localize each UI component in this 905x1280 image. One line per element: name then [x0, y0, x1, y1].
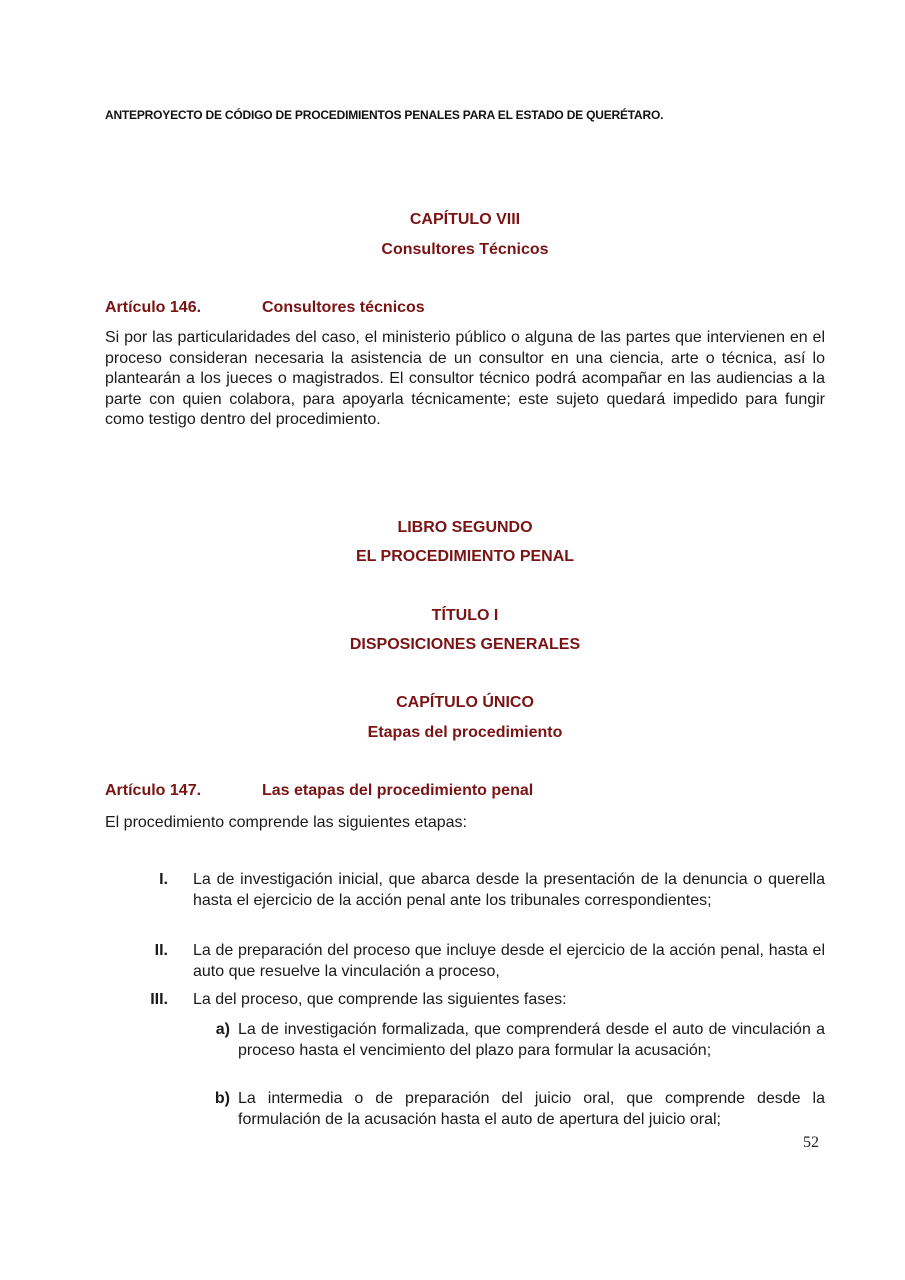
book-subtitle: EL PROCEDIMIENTO PENAL: [355, 548, 575, 565]
article-146-body: Si por las particularidades del caso, el ministerio público o alguna de las partes que intervienen en el proceso consideran necesaria la asistencia de un consultor en una ciencia, arte o técnica, así lo plantearán a los jueces o magistrados. El consultor técnico podrá acompañar en las audiencias a la parte con quien colabora, para apoyarla técnicamente; este sujeto quedará impedido para fungir como testigo dentro del procedimiento.: [105, 329, 825, 429]
article-title: Consultores técnicos: [262, 299, 425, 316]
list-marker: I.: [159, 871, 168, 888]
list-marker: III.: [150, 991, 168, 1008]
list-text: La de investigación inicial, que abarca desde la presentación de la denuncia o querella hasta el ejercicio de la acción penal ante los tribunales correspondientes;: [193, 871, 825, 909]
article-number: Artículo 147.: [105, 782, 202, 799]
sub-list-marker: b): [214, 1090, 230, 1107]
article-147-heading: [105, 782, 533, 800]
sub-list-text: La de investigación formalizada, que comprenderá desde el auto de vinculación a proceso hasta el vencimiento del plazo para formular la acusación;: [238, 1021, 825, 1059]
sub-list-marker: a): [215, 1021, 230, 1038]
chapter-title: CAPÍTULO VIII: [409, 211, 521, 228]
list-marker: II.: [154, 942, 168, 959]
chapter-unique-subtitle: Etapas del procedimiento: [367, 724, 563, 741]
chapter-subtitle: Consultores Técnicos: [381, 241, 549, 258]
sub-list-text: La intermedia o de preparación del juicio oral, que comprende desde la formulación de la acusación hasta el auto de apertura del juicio oral;: [238, 1090, 825, 1128]
list-text: La de preparación del proceso que incluye desde el ejercicio de la acción penal, hasta el auto que resuelve la vinculación a proceso,: [193, 942, 825, 980]
article-number: Artículo 146.: [105, 299, 202, 316]
page-number: 52: [803, 1134, 819, 1151]
chapter-unique-title: CAPÍTULO ÚNICO: [396, 694, 534, 711]
article-146-heading: [105, 299, 425, 317]
article-title: Las etapas del procedimiento penal: [262, 782, 534, 799]
book-title: LIBRO SEGUNDO: [397, 519, 533, 536]
article-147-intro: El procedimiento comprende las siguientes etapas:: [105, 814, 467, 831]
title-heading: TÍTULO I: [431, 607, 499, 624]
title-subtitle: DISPOSICIONES GENERALES: [349, 636, 581, 653]
list-text: La del proceso, que comprende las siguientes fases:: [193, 991, 567, 1008]
document-header: ANTEPROYECTO DE CÓDIGO DE PROCEDIMIENTOS PENALES PARA EL ESTADO DE QUERÉTARO.: [105, 108, 664, 122]
